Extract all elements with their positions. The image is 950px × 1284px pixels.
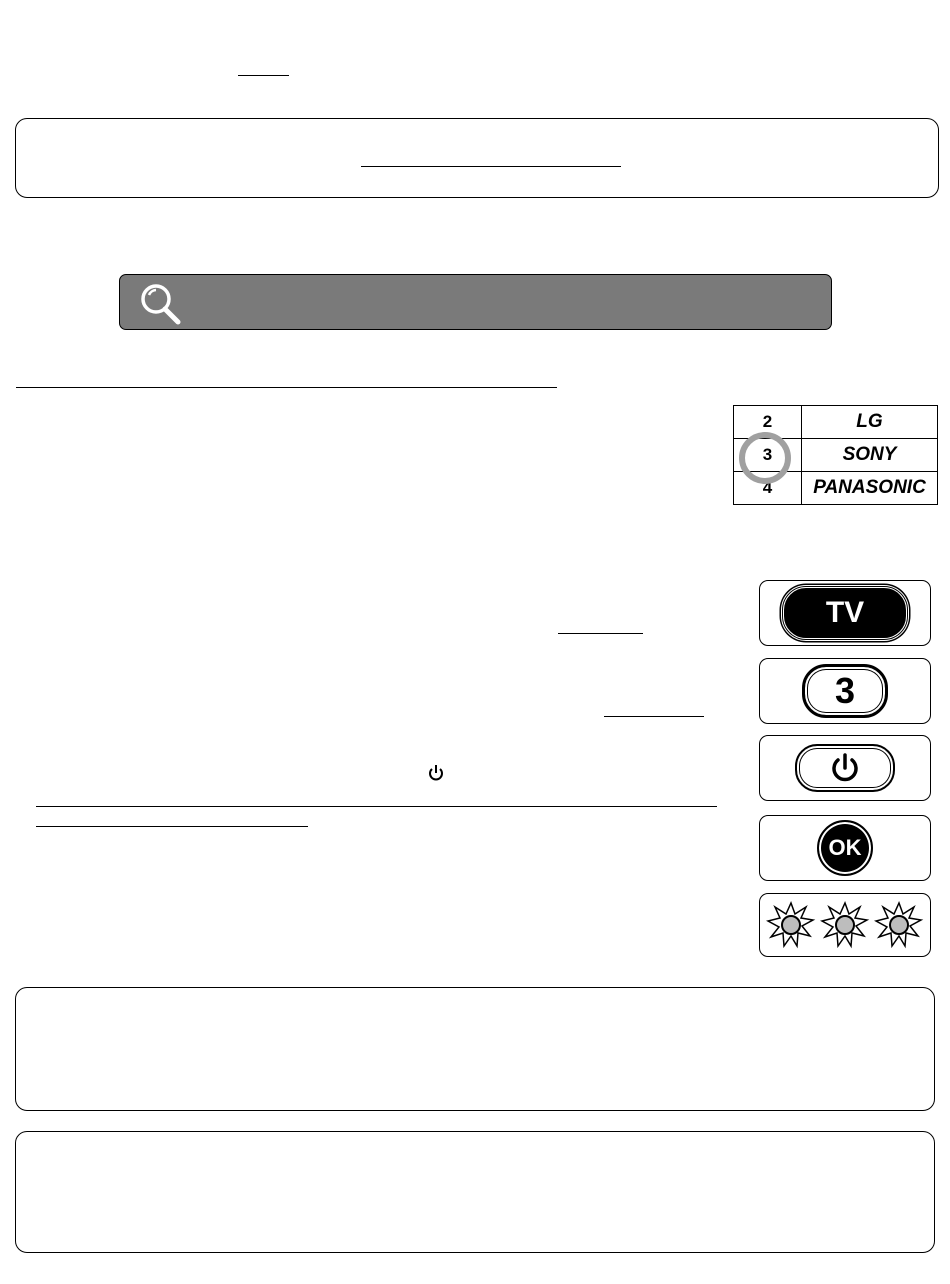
led-flash-row	[766, 900, 924, 950]
tv-button-label: TV	[825, 596, 865, 629]
ok-key-card	[759, 815, 931, 881]
title-underline	[361, 166, 621, 167]
search-banner	[119, 274, 832, 330]
digit-key-card	[759, 658, 931, 724]
led-flash-icon	[766, 900, 816, 950]
code-cell: 4	[734, 472, 802, 505]
digit-button-label: 3	[834, 670, 856, 711]
digit-button	[802, 664, 888, 718]
note-underline-1	[36, 806, 717, 807]
step-underline-2	[604, 716, 704, 717]
power-button	[795, 744, 895, 792]
info-box-2	[15, 1131, 935, 1253]
note-underline-2	[36, 826, 308, 827]
section-heading-underline	[16, 387, 557, 388]
ok-button	[817, 820, 873, 876]
led-flash-icon	[874, 900, 924, 950]
table-row	[734, 472, 938, 505]
tv-button	[781, 585, 909, 641]
magnifier-icon	[138, 281, 184, 330]
table-row	[734, 406, 938, 439]
tv-key-card	[759, 580, 931, 646]
code-cell: 2	[734, 406, 802, 439]
brand-cell: PANASONIC	[802, 472, 938, 505]
power-key-card	[759, 735, 931, 801]
led-flash-icon	[820, 900, 870, 950]
brand-cell: SONY	[802, 439, 938, 472]
brand-code-table	[733, 405, 939, 508]
ok-button-label: OK	[828, 835, 862, 860]
title-box	[15, 118, 939, 198]
led-flash-card	[759, 893, 931, 957]
table-row	[734, 439, 938, 472]
power-icon	[830, 752, 860, 784]
info-box-1	[15, 987, 935, 1111]
header-underline	[238, 75, 289, 76]
step-underline-1	[558, 633, 643, 634]
power-icon	[428, 764, 444, 787]
brand-cell: LG	[802, 406, 938, 439]
code-cell: 3	[734, 439, 802, 472]
